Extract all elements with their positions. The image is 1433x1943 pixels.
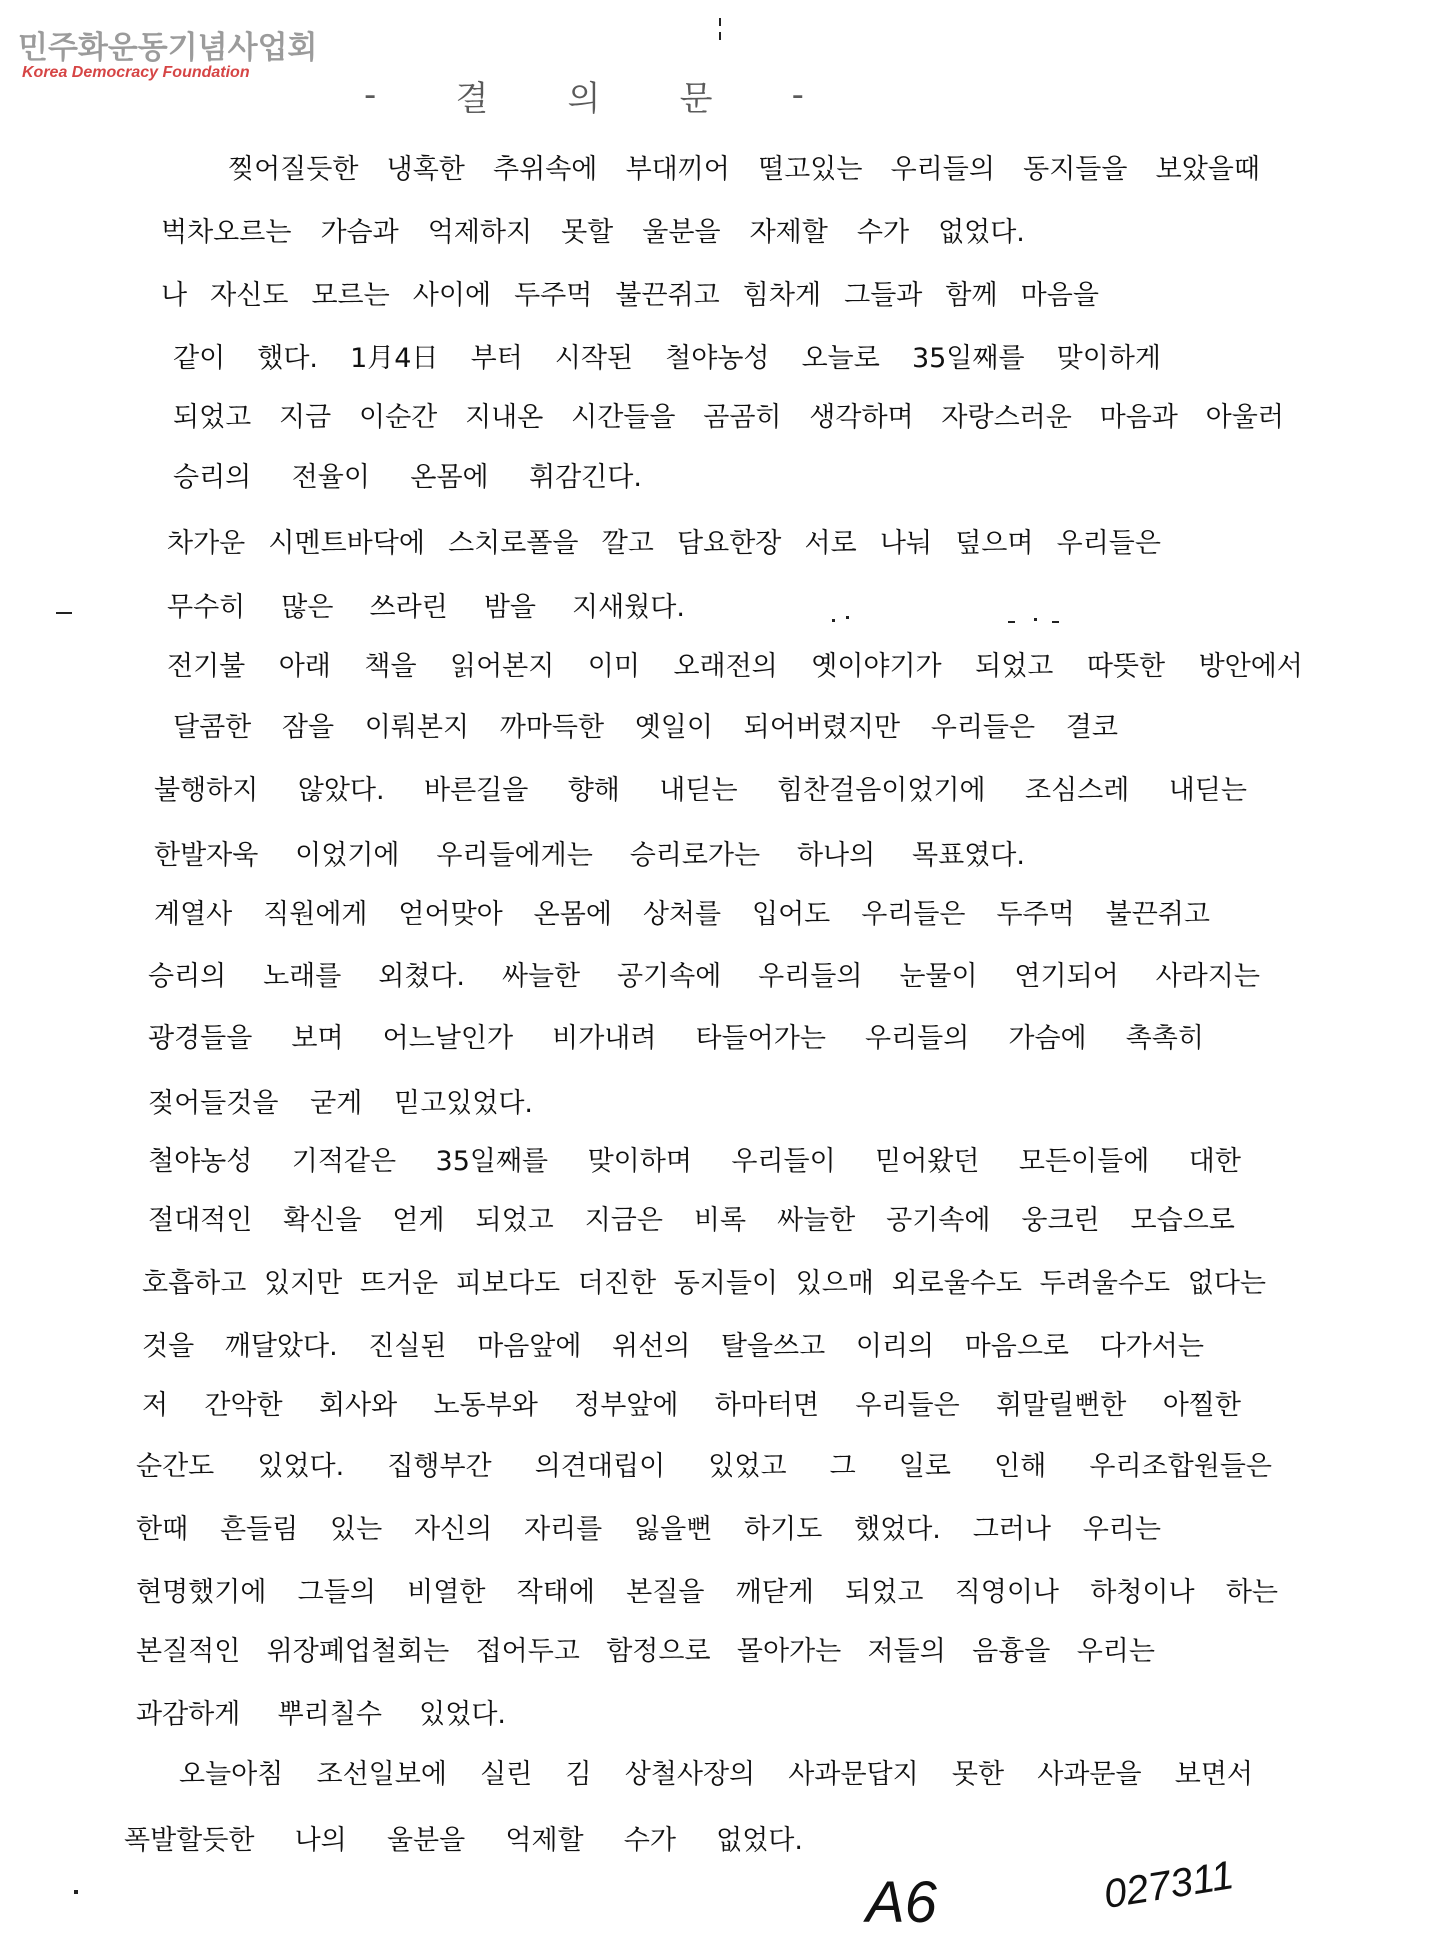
text-line-9 — [167, 647, 1303, 687]
line-word: 바른길을 — [423, 775, 529, 806]
line-word: 되었고 — [475, 1205, 554, 1236]
line-word: 울분을 — [642, 217, 721, 248]
scan-mark — [1034, 618, 1037, 621]
line-word: 하나의 — [796, 840, 876, 871]
line-word: 결 — [455, 78, 489, 119]
text-line-27 — [179, 1755, 1253, 1795]
line-word: 힘찬걸음이었기에 — [776, 775, 986, 806]
line-word: 없었다. — [938, 217, 1025, 248]
watermark-korean: 민주화운동기념사업회 — [18, 30, 318, 66]
text-line-26 — [136, 1695, 506, 1735]
line-word: 담요한장 — [677, 528, 782, 559]
line-word: 무수히 — [167, 592, 246, 623]
line-word: 우리들은 — [930, 712, 1036, 743]
line-word: 오늘아침 — [179, 1759, 284, 1790]
line-word: 모르는 — [311, 280, 390, 311]
line-word: 보며 — [291, 1023, 344, 1054]
line-word: 의견대립이 — [534, 1451, 666, 1482]
line-word: 함정으로 — [606, 1636, 711, 1667]
line-word: 노동부와 — [433, 1390, 538, 1421]
line-word: 깨닫게 — [735, 1577, 814, 1608]
text-line-25 — [136, 1632, 1155, 1672]
line-word: 그들과 — [844, 280, 923, 311]
text-line-13 — [154, 895, 1210, 935]
line-word: 수가 — [856, 217, 910, 248]
line-word: 차가운 — [167, 528, 246, 559]
line-word: 옛일이 — [634, 712, 713, 743]
line-word: 눈물이 — [899, 961, 978, 992]
line-word: 피보다도 — [455, 1268, 561, 1299]
line-word: 상처를 — [642, 899, 722, 930]
line-word: 35일째를 — [435, 1146, 549, 1177]
line-word: 마음앞에 — [477, 1331, 582, 1362]
line-word: 정부앞에 — [574, 1390, 679, 1421]
line-word: 되었고 — [845, 1577, 924, 1608]
line-word: 못한 — [951, 1759, 1005, 1790]
line-word: 했다. — [257, 343, 319, 374]
line-word: 확신을 — [283, 1205, 362, 1236]
page-code: A6 — [866, 1870, 937, 1935]
text-line-8 — [167, 588, 685, 628]
line-word: 간악한 — [204, 1390, 283, 1421]
line-word: 불행하지 — [154, 775, 259, 806]
line-word: 많은 — [281, 592, 334, 623]
text-line-7 — [167, 524, 1161, 564]
line-word: 억제하지 — [427, 217, 533, 248]
line-word: 모든이들에 — [1018, 1146, 1150, 1177]
line-word: 탈을쓰고 — [720, 1331, 826, 1362]
text-line-16 — [148, 1084, 533, 1124]
line-word: 시간들을 — [571, 402, 676, 433]
line-word: 깨달았다. — [224, 1331, 338, 1362]
text-line-2 — [161, 213, 1025, 253]
text-line-5 — [173, 398, 1284, 438]
line-word: 뜨거운 — [359, 1268, 439, 1299]
line-word: 비가내려 — [552, 1023, 657, 1054]
text-line-12 — [154, 836, 1025, 876]
line-word: 가슴에 — [1008, 1023, 1087, 1054]
scan-mark — [56, 612, 72, 614]
line-word: 되어버렸지만 — [743, 712, 901, 743]
line-word: 우리들은 — [861, 899, 966, 930]
line-word: 위선의 — [612, 1331, 691, 1362]
line-word: 전율이 — [291, 462, 370, 493]
text-line-18 — [148, 1201, 1235, 1241]
line-word: 내딛는 — [659, 775, 738, 806]
line-word: 우리들의 — [864, 1023, 970, 1054]
scan-mark — [719, 32, 721, 40]
line-word: 냉혹한 — [386, 154, 465, 185]
document-number: 027311 — [1100, 1853, 1237, 1918]
line-word: 추위속에 — [493, 154, 598, 185]
line-word: 우리는 — [1076, 1636, 1155, 1667]
line-word: 잃을뻔 — [634, 1514, 713, 1545]
line-word: 되었고 — [173, 402, 252, 433]
line-word: 어느날인가 — [382, 1023, 514, 1054]
line-word: 조선일보에 — [316, 1759, 447, 1790]
line-word: 불끈쥐고 — [1105, 899, 1210, 930]
line-word: 가슴과 — [320, 217, 399, 248]
line-word: 것을 — [142, 1331, 195, 1362]
line-word: 있었고 — [708, 1451, 787, 1482]
line-word: 우리들의 — [890, 154, 995, 185]
line-word: 입어도 — [752, 899, 831, 930]
line-word: 우리들이 — [731, 1146, 836, 1177]
text-line-23 — [136, 1510, 1161, 1550]
line-word: 깔고 — [601, 528, 654, 559]
line-word: 한때 — [136, 1514, 189, 1545]
line-word: 회사와 — [318, 1390, 398, 1421]
line-word: 우리들의 — [758, 961, 863, 992]
line-word: 일로 — [898, 1451, 952, 1482]
line-word: 사과문답지 — [788, 1759, 919, 1790]
line-word: 서로 — [804, 528, 857, 559]
line-word: 하청이나 — [1090, 1577, 1195, 1608]
line-word: 보면서 — [1174, 1759, 1253, 1790]
line-word: 문 — [679, 78, 713, 119]
line-word: 타들어가는 — [695, 1023, 826, 1054]
line-word: 작태에 — [516, 1577, 595, 1608]
line-word: 사과문을 — [1037, 1759, 1142, 1790]
line-word: 이었기에 — [295, 840, 400, 871]
line-word: 몰아가는 — [736, 1636, 842, 1667]
line-word: 사라지는 — [1155, 961, 1260, 992]
line-word: 지내온 — [465, 402, 544, 433]
line-word: 뿌리칠수 — [277, 1699, 382, 1730]
scan-mark — [1008, 621, 1015, 623]
line-word: 덮으며 — [955, 528, 1034, 559]
line-word: 우리들은 — [855, 1390, 960, 1421]
line-word: 밤을 — [483, 592, 536, 623]
line-word: 그러나 — [972, 1514, 1051, 1545]
line-word: 있는 — [329, 1514, 383, 1545]
line-word: 힘차게 — [742, 280, 822, 311]
line-word: 1月4日 — [350, 343, 439, 374]
line-word: 외쳤다. — [378, 961, 466, 992]
line-word: 했었다. — [854, 1514, 941, 1545]
text-line-22 — [136, 1447, 1272, 1487]
line-word: 자랑스러운 — [941, 402, 1072, 433]
line-word: 자제할 — [749, 217, 828, 248]
line-word: 오래전의 — [673, 651, 778, 682]
line-word: 억제할 — [505, 1825, 584, 1856]
line-word: 휘감긴다. — [529, 462, 642, 493]
line-word: 굳게 — [310, 1088, 363, 1119]
scan-mark — [74, 1890, 78, 1894]
line-word: 우리들은 — [1056, 528, 1161, 559]
text-line-14 — [148, 957, 1260, 997]
line-word: 이리의 — [855, 1331, 935, 1362]
line-word: 되었고 — [975, 651, 1054, 682]
line-word: 휘말릴뻔한 — [995, 1390, 1127, 1421]
line-word: 본질을 — [626, 1577, 705, 1608]
line-word: 시멘트바닥에 — [268, 528, 425, 559]
line-word: 아찔한 — [1162, 1390, 1241, 1421]
line-word: 의 — [567, 78, 601, 119]
line-word: 직원에게 — [263, 899, 368, 930]
text-line-1 — [228, 150, 1260, 190]
line-word: 믿고있었다. — [394, 1088, 533, 1119]
line-word: 있었다. — [419, 1699, 506, 1730]
line-word: 자리를 — [523, 1514, 603, 1545]
line-word: 촉촉히 — [1125, 1023, 1204, 1054]
line-word: 싸늘한 — [776, 1205, 856, 1236]
line-word: 벅차오르는 — [161, 217, 292, 248]
document-title — [364, 72, 804, 118]
text-line-4 — [173, 339, 1161, 379]
line-word: 지금 — [279, 402, 332, 433]
line-word: 있으매 — [795, 1268, 874, 1299]
line-word: 얻게 — [392, 1205, 445, 1236]
line-word: 승리의 — [148, 961, 227, 992]
line-word: 두주먹 — [996, 899, 1075, 930]
line-word: 두려울수도 — [1039, 1268, 1171, 1299]
line-word: 아울러 — [1205, 402, 1284, 433]
line-word: - — [791, 75, 804, 115]
scan-mark — [846, 616, 849, 619]
line-word: 함께 — [945, 280, 998, 311]
line-word: 마음을 — [1020, 280, 1099, 311]
line-word: 승리로가는 — [629, 840, 761, 871]
line-word: 35일째를 — [911, 343, 1025, 374]
line-word: 않았다. — [297, 775, 385, 806]
scan-mark — [832, 619, 835, 622]
text-line-20 — [142, 1327, 1204, 1367]
line-word: 온몸에 — [410, 462, 489, 493]
line-word: 까마득한 — [499, 712, 605, 743]
line-word: 마음과 — [1099, 402, 1178, 433]
line-word: 찢어질듯한 — [228, 154, 359, 185]
line-word: 스치로폴을 — [448, 528, 579, 559]
line-word: 맞이하며 — [587, 1146, 692, 1177]
line-word: 상철사장의 — [624, 1759, 756, 1790]
text-line-15 — [148, 1019, 1204, 1059]
line-word: 믿어왔던 — [875, 1146, 980, 1177]
line-word: 없다는 — [1187, 1268, 1266, 1299]
line-word: 접어두고 — [475, 1636, 580, 1667]
line-word: 비열한 — [407, 1577, 486, 1608]
line-word: 우리들에게는 — [436, 840, 593, 871]
line-word: 다가서는 — [1099, 1331, 1204, 1362]
line-word: 인해 — [994, 1451, 1047, 1482]
line-word: 오늘로 — [801, 343, 880, 374]
line-word: 마음으로 — [964, 1331, 1069, 1362]
line-word: 동지들이 — [673, 1268, 779, 1299]
line-word: 기적같은 — [291, 1146, 397, 1177]
line-word: 달콤한 — [173, 712, 252, 743]
scan-mark — [1052, 621, 1059, 623]
line-word: 부터 — [470, 343, 523, 374]
scan-mark — [719, 18, 721, 26]
line-word: 없었다. — [716, 1825, 803, 1856]
line-word: 같이 — [173, 343, 226, 374]
line-word: 시작된 — [554, 343, 634, 374]
line-word: 공기속에 — [886, 1205, 991, 1236]
line-word: 맞이하게 — [1056, 343, 1161, 374]
line-word: 옛이야기가 — [811, 651, 942, 682]
text-line-21 — [142, 1386, 1241, 1426]
line-word: 대한 — [1188, 1146, 1241, 1177]
line-word: 내딛는 — [1168, 775, 1247, 806]
line-word: 생각하며 — [809, 402, 914, 433]
line-word: 수가 — [623, 1825, 676, 1856]
line-word: 더진한 — [577, 1268, 657, 1299]
line-word: 웅크린 — [1021, 1205, 1100, 1236]
line-word: 향해 — [567, 775, 620, 806]
line-word: 모습으로 — [1130, 1205, 1235, 1236]
line-word: 본질적인 — [136, 1636, 241, 1667]
line-word: 그들의 — [297, 1577, 376, 1608]
line-word: 자신의 — [413, 1514, 493, 1545]
line-word: 지새웠다. — [572, 592, 685, 623]
line-word: 온몸에 — [533, 899, 612, 930]
line-word: 젖어들것을 — [148, 1088, 279, 1119]
text-line-3 — [161, 276, 1099, 316]
line-word: 노래를 — [263, 961, 342, 992]
line-word: 우리조합원들은 — [1089, 1451, 1272, 1482]
line-word: 승리의 — [173, 462, 252, 493]
line-word: 곰곰히 — [703, 402, 782, 433]
line-word: 이순간 — [359, 402, 438, 433]
line-word: 보았을때 — [1155, 154, 1260, 185]
line-word: 연기되어 — [1014, 961, 1119, 992]
line-word: 그 — [829, 1451, 856, 1482]
line-word: 하기도 — [744, 1514, 823, 1545]
line-word: 쓰라린 — [369, 592, 448, 623]
line-word: 나눠 — [879, 528, 933, 559]
line-word: - — [364, 75, 377, 115]
line-word: 책을 — [364, 651, 417, 682]
line-word: 진실된 — [368, 1331, 447, 1362]
line-word: 부대끼어 — [625, 154, 730, 185]
text-line-11 — [154, 771, 1247, 811]
text-line-28 — [124, 1821, 803, 1861]
line-word: 과감하게 — [136, 1699, 241, 1730]
line-word: 이미 — [587, 651, 640, 682]
line-word: 있지만 — [263, 1268, 343, 1299]
line-word: 방안에서 — [1198, 651, 1303, 682]
line-word: 외로울수도 — [891, 1268, 1022, 1299]
line-word: 목표였다. — [912, 840, 1025, 871]
line-word: 이뤄본지 — [364, 712, 470, 743]
line-word: 얻어맞아 — [398, 899, 503, 930]
line-word: 동지들을 — [1023, 154, 1128, 185]
line-word: 공기속에 — [616, 961, 722, 992]
line-word: 결코 — [1065, 712, 1118, 743]
text-line-10 — [173, 708, 1118, 748]
line-word: 저 — [142, 1390, 169, 1421]
text-line-17 — [148, 1142, 1241, 1182]
line-word: 위장폐업철회는 — [266, 1636, 450, 1667]
line-word: 실린 — [480, 1759, 533, 1790]
line-word: 읽어본지 — [450, 651, 555, 682]
line-word: 철야농성 — [148, 1146, 253, 1177]
line-word: 아래 — [278, 651, 331, 682]
line-word: 나 — [161, 280, 188, 311]
watermark-english: Korea Democracy Foundation — [22, 64, 250, 81]
line-word: 불끈쥐고 — [615, 280, 720, 311]
line-word: 있었다. — [257, 1451, 345, 1482]
line-word: 자신도 — [210, 280, 289, 311]
line-word: 직영이나 — [954, 1577, 1059, 1608]
line-word: 조심스레 — [1025, 775, 1130, 806]
line-word: 두주먹 — [514, 280, 593, 311]
line-word: 철야농성 — [665, 343, 770, 374]
line-word: 한발자욱 — [154, 840, 259, 871]
line-word: 지금은 — [584, 1205, 663, 1236]
line-word: 음흉을 — [972, 1636, 1051, 1667]
line-word: 흔들림 — [219, 1514, 299, 1545]
line-word: 폭발할듯한 — [124, 1825, 255, 1856]
line-word: 김 — [565, 1759, 592, 1790]
line-word: 광경들을 — [148, 1023, 253, 1054]
line-word: 순간도 — [136, 1451, 215, 1482]
text-line-24 — [136, 1573, 1278, 1613]
line-word: 싸늘한 — [501, 961, 581, 992]
line-word: 집행부간 — [387, 1451, 492, 1482]
text-line-19 — [142, 1264, 1266, 1304]
line-word: 우리는 — [1082, 1514, 1161, 1545]
line-word: 하마터면 — [714, 1390, 820, 1421]
line-word: 사이에 — [412, 280, 492, 311]
text-line-6 — [173, 458, 642, 498]
line-word: 호흡하고 — [142, 1268, 247, 1299]
line-word: 계열사 — [154, 899, 233, 930]
line-word: 잠을 — [281, 712, 335, 743]
line-word: 못할 — [561, 217, 614, 248]
line-word: 떨고있는 — [758, 154, 863, 185]
line-word: 전기불 — [167, 651, 246, 682]
line-word: 울분을 — [386, 1825, 466, 1856]
line-word: 따뜻한 — [1086, 651, 1166, 682]
line-word: 비록 — [693, 1205, 747, 1236]
line-word: 절대적인 — [148, 1205, 253, 1236]
line-word: 현명했기에 — [136, 1577, 267, 1608]
line-word: 나의 — [294, 1825, 347, 1856]
line-word: 하는 — [1225, 1577, 1278, 1608]
line-word: 저들의 — [867, 1636, 946, 1667]
